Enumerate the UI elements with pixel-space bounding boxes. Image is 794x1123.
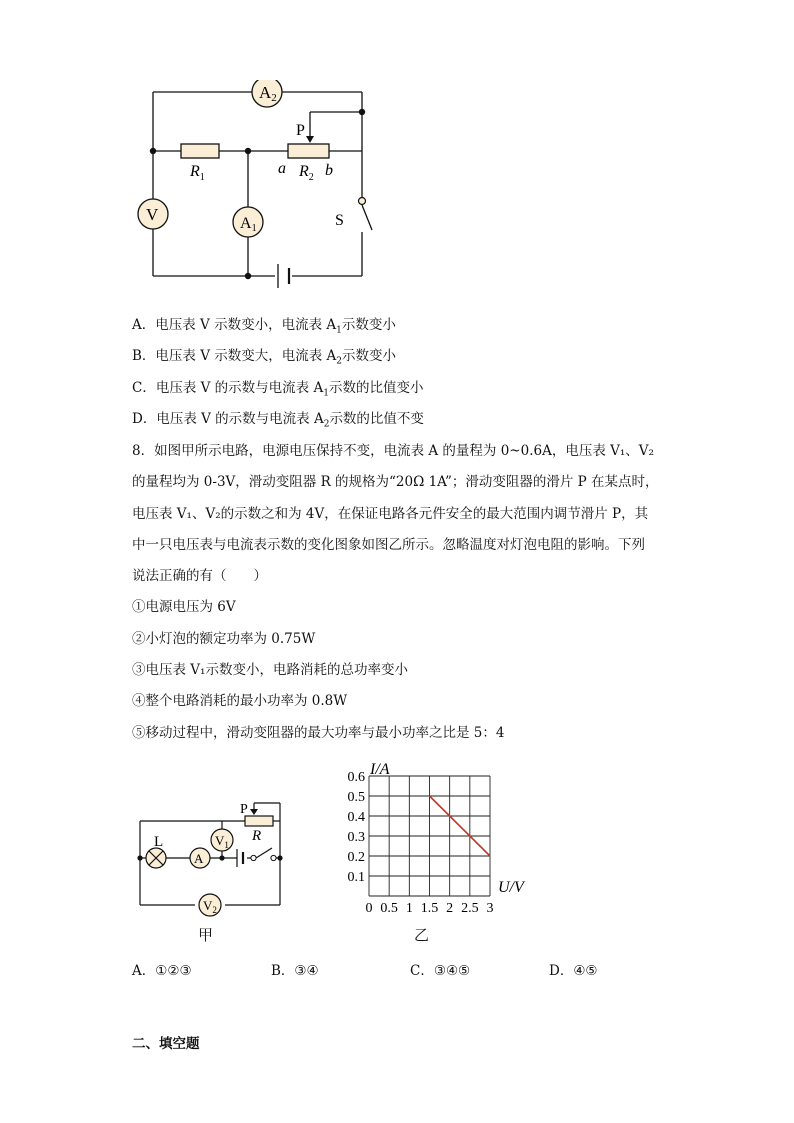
- rheostat-r-label: R: [252, 828, 262, 844]
- statement-5: ⑤移动过程中，滑动变阻器的最大功率与最小功率之比是 5：4: [132, 725, 505, 741]
- q7-option-a: A．电压表 V 示数变小，电流表 $A_1$示数变小: [132, 317, 396, 336]
- terminal-b-label: b: [325, 162, 333, 179]
- series-line: [430, 796, 491, 856]
- r1-label: $R_1$: [190, 163, 205, 183]
- q7-option-c: C．电压表 V 的示数与电流表 $A_1$示数的比值变小: [132, 380, 424, 399]
- q8-line-1: 8．如图甲所示电路，电源电压保持不变，电流表 A 的量程为 0~0.6A，电压表 V₁、V₂: [132, 443, 654, 459]
- v1-label: $V_1$: [215, 833, 229, 850]
- slider-p-label-jia: P: [240, 802, 248, 817]
- lamp-l-label: L: [154, 834, 164, 850]
- switch-s-label: S: [335, 212, 344, 229]
- y-tick-label: 0.1: [347, 870, 365, 885]
- q8-option-d: D．④⑤: [549, 963, 598, 979]
- q8-line-3: 电压表 V₁、V₂的示数之和为 4V，在保证电路各元件安全的最大范围内调节滑片 P，其: [132, 506, 649, 522]
- x-tick-label: 1: [405, 901, 413, 916]
- a1-label: A1: [240, 215, 257, 234]
- y-tick-label: 0.3: [347, 830, 365, 845]
- x-tick-label: 2.5: [461, 901, 479, 916]
- ammeter-a-label: A: [194, 851, 204, 866]
- y-tick-label: 0.6: [347, 770, 365, 785]
- statement-3: ③电压表 V₁示数变小，电路消耗的总功率变小: [132, 662, 408, 678]
- circuit-diagram-jia: [130, 795, 300, 945]
- x-tick-label: 0: [365, 901, 373, 916]
- y-tick-label: 0.4: [347, 810, 365, 825]
- terminal-a-label: a: [278, 160, 286, 177]
- q8-line-5: 说法正确的有（ ）: [132, 568, 267, 584]
- a2-label: A2: [259, 83, 277, 104]
- q8-option-c: C．③④⑤: [410, 963, 471, 979]
- r2-label: $R_2$: [299, 163, 314, 183]
- x-tick-label: 0.5: [380, 901, 398, 916]
- caption-jia: 甲: [198, 926, 214, 944]
- y-axis-label: I/A: [370, 761, 390, 778]
- x-tick-label: 1.5: [420, 901, 439, 916]
- chart-yi: [330, 752, 530, 922]
- q7-option-d: D．电压表 V 的示数与电流表 $A_2$示数的比值不变: [132, 411, 424, 430]
- caption-yi: 乙: [414, 926, 430, 944]
- statement-1: ①电源电压为 6V: [132, 599, 236, 615]
- q8-option-a: A．①②③: [132, 963, 192, 979]
- section-heading: 二、填空题: [132, 1036, 200, 1052]
- v-meter-label: V: [146, 205, 159, 224]
- q8-option-b: B．③④: [271, 963, 319, 979]
- statement-4: ④整个电路消耗的最小功率为 0.8W: [132, 693, 348, 709]
- x-axis-label: U/V: [498, 879, 524, 896]
- q8-line-2: 的量程均为 0-3V，滑动变阻器 R 的规格为“20Ω 1A”；滑动变阻器的滑片 P 在某点时，: [132, 474, 659, 490]
- slider-p-label: P: [296, 122, 305, 139]
- statement-2: ②小灯泡的额定功率为 0.75W: [132, 631, 316, 647]
- x-tick-label: 3: [486, 901, 494, 916]
- q7-option-b: B．电压表 V 示数变大，电流表 $A_2$示数变小: [132, 348, 397, 367]
- circuit-diagram-top: [130, 80, 430, 295]
- v2-label: $V_2$: [203, 898, 217, 915]
- y-tick-label: 0.2: [347, 850, 365, 865]
- x-tick-label: 2: [446, 901, 454, 916]
- q8-line-4: 中一只电压表与电流表示数的变化图象如图乙所示。忽略温度对灯泡电阻的影响。下列: [132, 537, 645, 553]
- y-tick-label: 0.5: [347, 790, 365, 805]
